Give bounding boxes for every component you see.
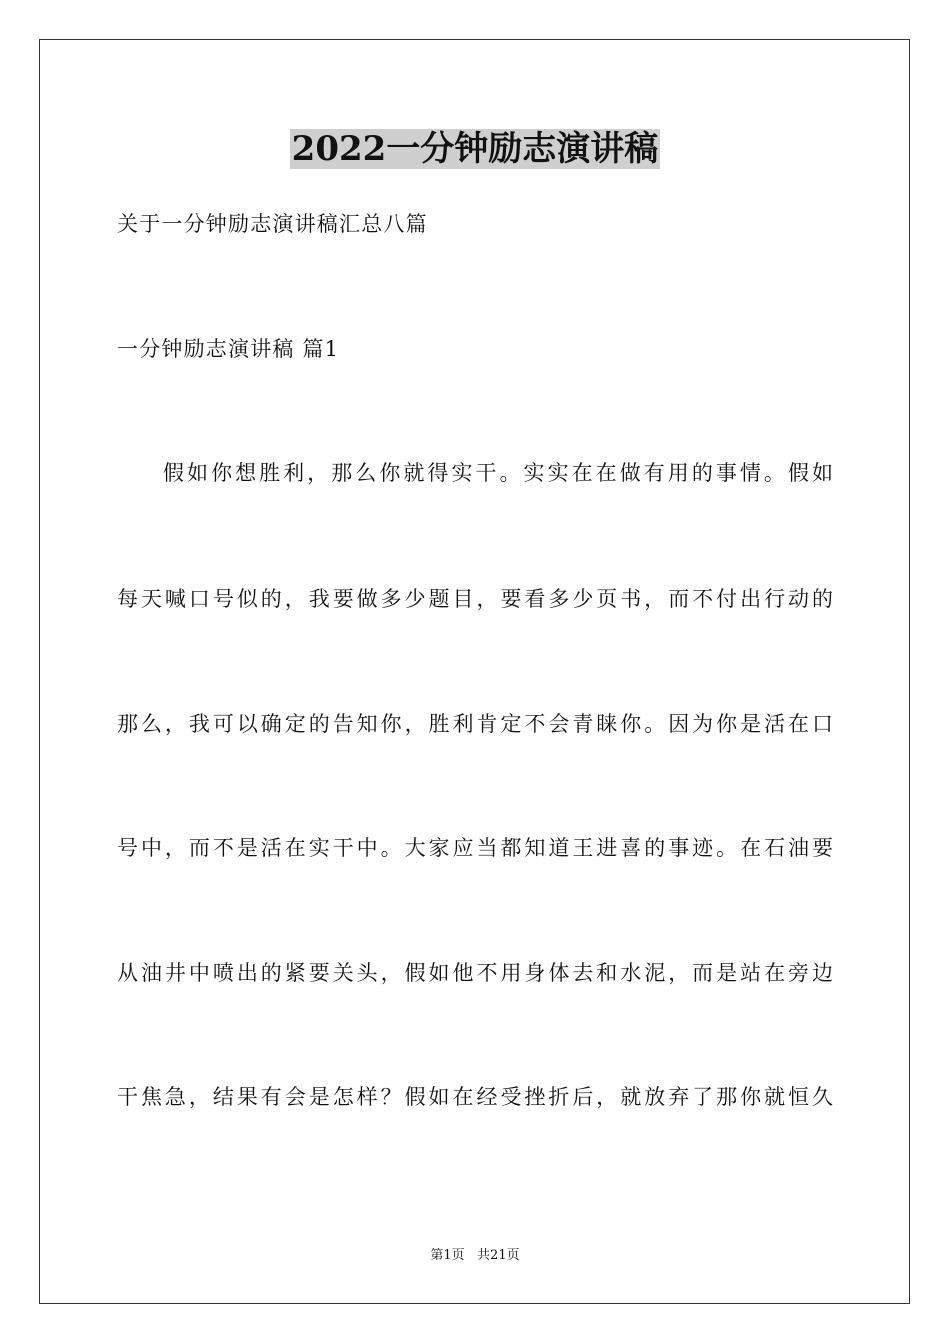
- document-title-text: 2022一分钟励志演讲稿: [291, 129, 659, 169]
- paragraph-line: 每天喊口号似的，我要做多少题目，要看多少页书，而不付出行动的: [117, 587, 833, 611]
- paragraph-line: 那么，我可以确定的告知你，胜利肯定不会青睐你。因为你是活在口: [117, 712, 833, 736]
- paragraph-line: 假如你想胜利，那么你就得实干。实实在在做有用的事情。假如: [163, 461, 833, 485]
- paragraph-line: 从油井中喷出的紧要关头，假如他不用身体去和水泥，而是站在旁边: [117, 961, 833, 985]
- section-heading: 一分钟励志演讲稿 篇1: [117, 337, 340, 361]
- document-title: [0, 126, 950, 172]
- page-footer: 第1页 共21页: [430, 1248, 520, 1263]
- paragraph-line: 号中，而不是活在实干中。大家应当都知道王进喜的事迹。在石油要: [117, 836, 833, 860]
- paragraph-line: 干焦急，结果有会是怎样？假如在经受挫折后，就放弃了那你就恒久: [117, 1085, 833, 1109]
- document-subtitle: 关于一分钟励志演讲稿汇总八篇: [117, 212, 428, 236]
